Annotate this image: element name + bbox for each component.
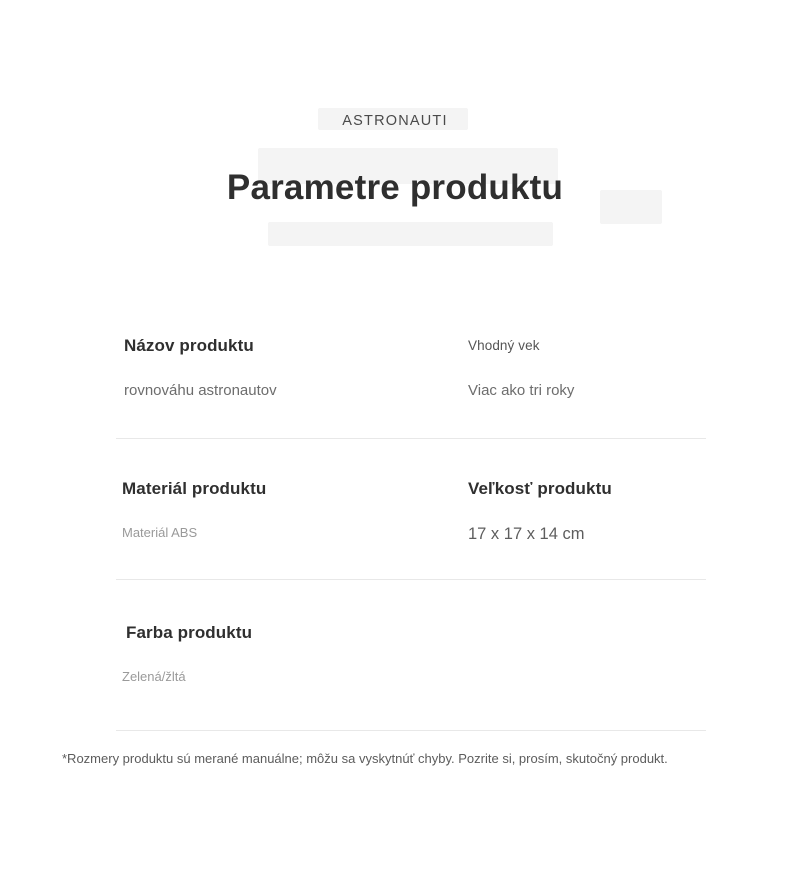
spec-row bbox=[116, 439, 706, 580]
spec-cell-name bbox=[116, 318, 468, 438]
spec-cell-color bbox=[116, 580, 468, 730]
spec-label: Vhodný vek bbox=[468, 338, 540, 353]
spec-label: Farba produktu bbox=[126, 623, 253, 642]
page-title: Parametre produktu bbox=[226, 168, 564, 207]
spec-value: rovnováhu astronautov bbox=[124, 382, 277, 399]
spec-label: Materiál produktu bbox=[122, 479, 267, 498]
footnote: *Rozmery produktu sú merané manuálne; môžu sa vyskytnúť chyby. Pozrite si, prosím, skutočný produkt. bbox=[62, 751, 668, 766]
spec-cell-empty bbox=[468, 580, 706, 730]
spec-cell-material bbox=[116, 439, 468, 579]
spec-row bbox=[116, 318, 706, 439]
background-artifact bbox=[268, 222, 553, 246]
spec-row bbox=[116, 580, 706, 731]
spec-value: Zelená/žltá bbox=[122, 669, 186, 684]
spec-cell-age bbox=[468, 318, 706, 438]
specification-table bbox=[116, 318, 706, 731]
spec-value: 17 x 17 x 14 cm bbox=[468, 525, 585, 543]
spec-label: Názov produktu bbox=[124, 336, 254, 355]
spec-label: Veľkosť produktu bbox=[468, 479, 612, 498]
spec-cell-size bbox=[468, 439, 706, 579]
spec-value: Viac ako tri roky bbox=[468, 382, 575, 399]
brand-eyebrow: ASTRONAUTI bbox=[342, 113, 448, 129]
spec-value: Materiál ABS bbox=[122, 525, 198, 540]
